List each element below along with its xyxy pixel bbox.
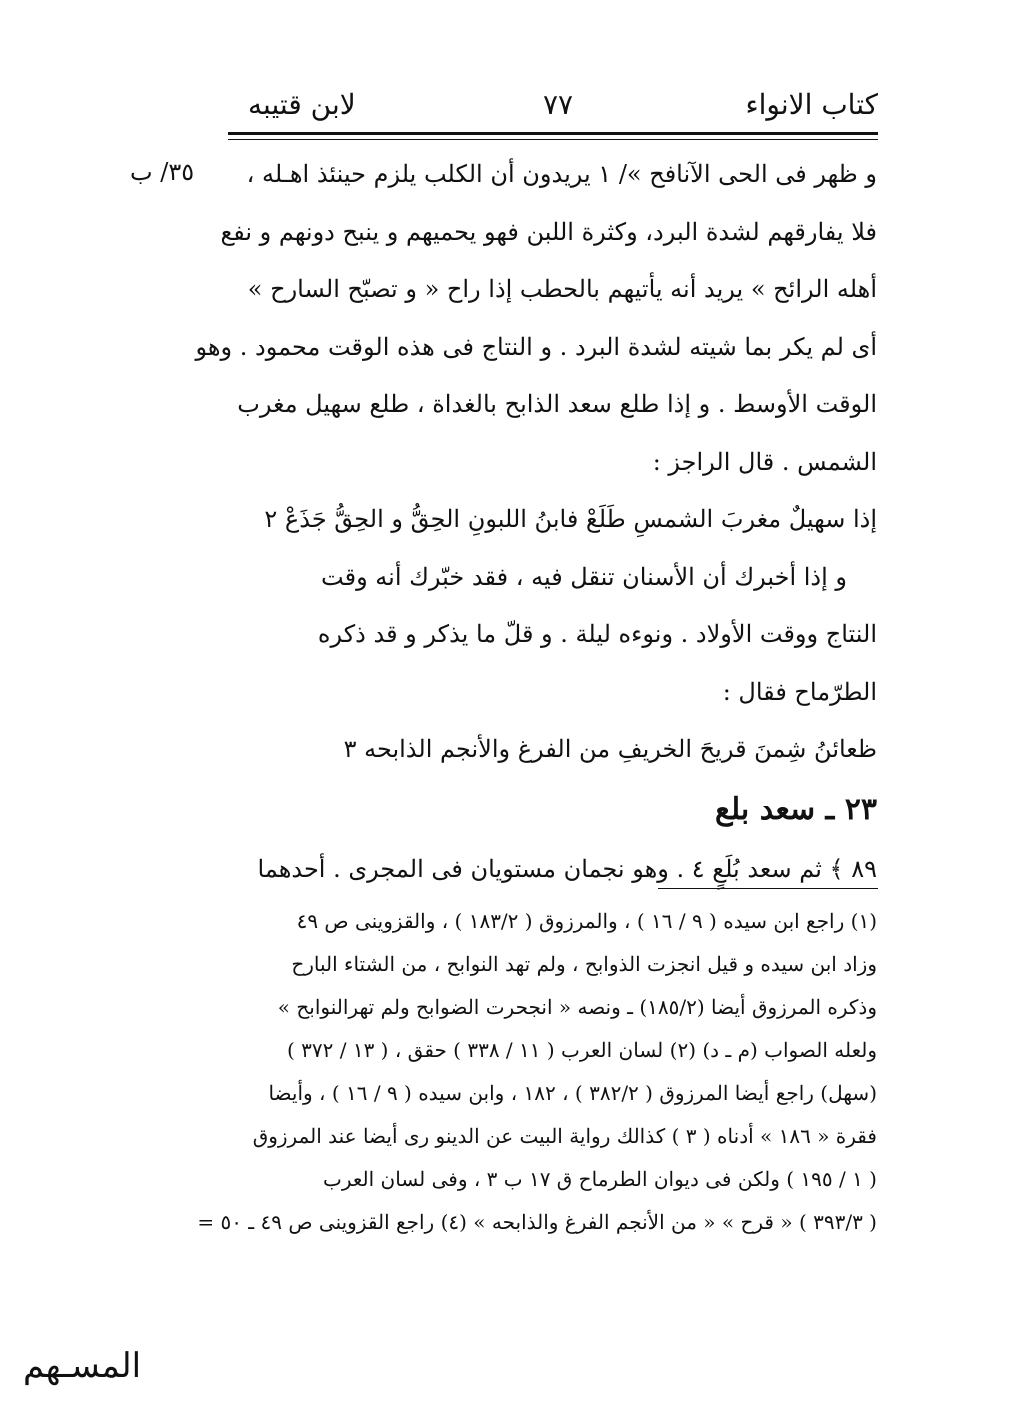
text-line: فلا يفارقهم لشدة البرد، وكثرة اللبن فهو يحميهم و ينبح دونهم و نفع [220,217,877,246]
running-header [228,80,878,130]
footnote-line: وزاد ابن سيده و قيل انجزت الذوابح ، ولم تهد النوابح ، من الشتاء البارح [291,952,877,976]
margin-folio-note: ٣٥/ ب [130,158,195,186]
footnote-line: ولعله الصواب (م ـ د) (٢) لسان العرب ( ١١ / ٣٣٨ ) حقق ، ( ١٣ / ٣٧٢ ) [286,1038,877,1062]
text-line: و إذا أخبرك أن الأسنان تنقل فيه ، فقد خبّرك أنه وقت [321,562,847,591]
text-line: ٨٩ ﴾ ثم سعد بُلَعٍ ٤ . وهو نجمان مستويان فى المجرى . أحدهما [257,854,877,883]
library-stamp-logo [22,1340,142,1410]
text-line: الطرّماح فقال : [722,677,877,706]
footnote-line: ( ٣٩٣/٣ ) « قرح » « من الأنجم الفرغ والذابحه » (٤) راجع القزوينى ص ٤٩ ـ ٥٠ = [197,1210,877,1234]
header-rule-thin [228,139,878,140]
header-page-number: ٧٧ [542,88,574,121]
text-line: النتاج ووقت الأولاد . ونوءه ليلة . و قلّ ما يذكر و قد ذكره [317,620,877,648]
footnote-line: ( ١ / ١٩٥ ) ولكن فى ديوان الطرماح ق ١٧ ب ٣ ، وفى لسان العرب [323,1167,877,1191]
header-book-title: كتاب الانواء [745,88,878,121]
footnote-line: (١) راجع ابن سيده ( ٩ / ١٦ ) ، والمرزوق ( ١٨٣/٢ ) ، والقزوينى ص ٤٩ [296,909,877,933]
footnote-line: (سهل) راجع أيضا المرزوق ( ٣٨٢/٢ ) ، ١٨٢ ، وابن سيده ( ٩ / ١٦ ) ، وأيضا [268,1081,877,1105]
footnote-rule [658,888,878,889]
footnote-line: وذكره المرزوق أيضا (١٨٥/٢) ـ ونصه « انجحرت الضوابح ولم تهرالنوابح » [277,995,877,1019]
poem-verse: إذا سهيلٌ مغربَ الشمسِ طَلَعْ فابنُ اللبونِ الحِقُّ و الحِقُّ جَذَعْ ٢ [264,505,877,533]
header-author: لابن قتيبه [248,88,356,121]
footnotes [197,900,877,1244]
text-line: الوقت الأوسط . و إذا طلع سعد الذابح بالغداة ، طلع سهيل مغرب [237,390,877,418]
text-line: الشمس . قال الراجز : [652,447,877,476]
section-title: ٢٣ ـ سعد بلع [715,791,877,827]
main-text [195,146,877,898]
footnote-line: فقرة « ١٨٦ » أدناه ( ٣ ) كذالك رواية البيت عن الدينو رى أيضا عند المرزوق [252,1124,877,1148]
poem-verse: ظعائنُ شِمنَ قريحَ الخريفِ من الفرغ والأنجم الذابحه ٣ [343,735,877,763]
text-line: و ظهر فى الحى الآنافح »/ ١ يريدون أن الكلب يلزم حينئذ اهـله ، [246,160,877,188]
text-line: أهله الرائح » يريد أنه يأتيهم بالحطب إذا راح « و تصبّح السارح » [247,275,877,303]
text-line: أى لم يكر بما شيته لشدة البرد . و النتاج فى هذه الوقت محمود . وهو [195,332,877,361]
header-rule-thick [228,132,878,135]
stamp-text: المسـهم [22,1346,142,1386]
